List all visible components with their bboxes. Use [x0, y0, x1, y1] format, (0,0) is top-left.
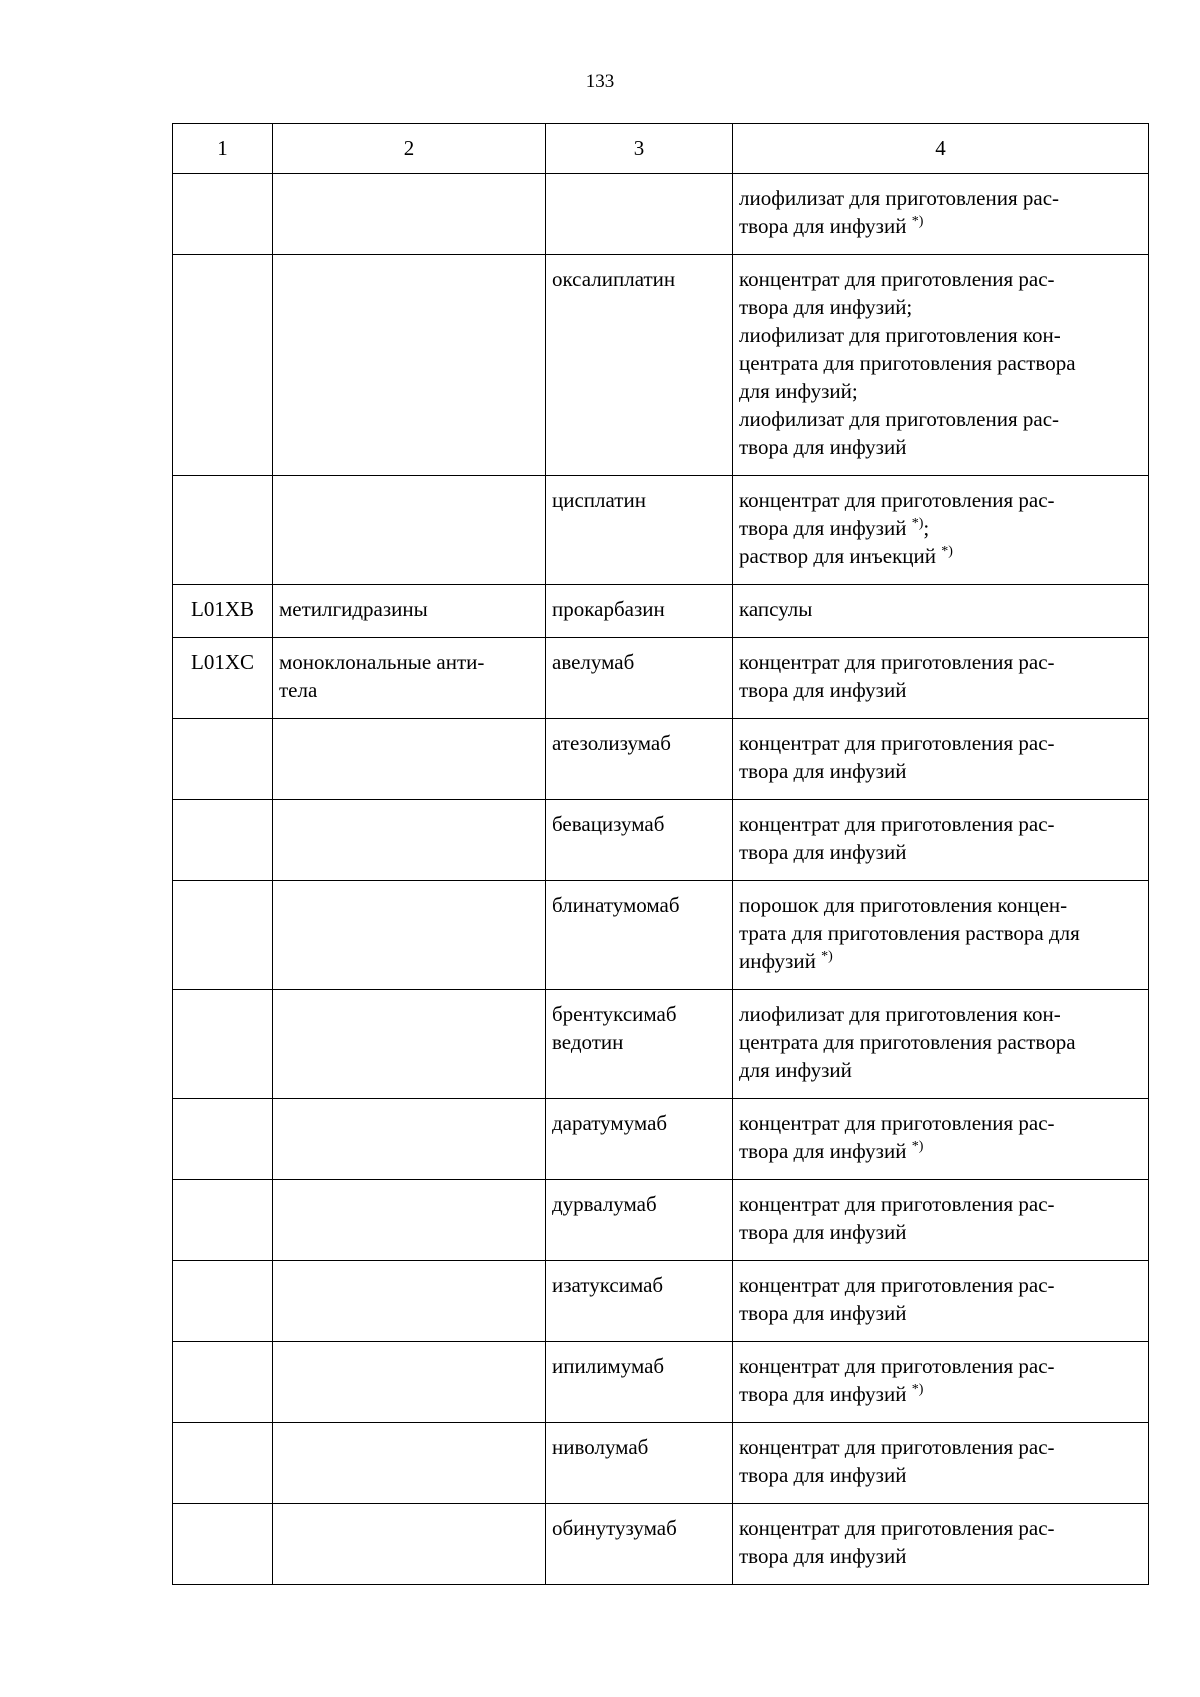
drug-name-cell	[546, 585, 733, 638]
dosage-form-line	[739, 676, 1142, 704]
dosage-form-line	[739, 1028, 1142, 1056]
dosage-form-text: центрата для приготовления раствора	[739, 1030, 1076, 1054]
table-row	[173, 1342, 1149, 1423]
dosage-forms-cell	[733, 638, 1149, 719]
page-number: 133	[585, 71, 615, 92]
table-row	[173, 1261, 1149, 1342]
dosage-form-text: лиофилизат для приготовления рас-	[739, 407, 1060, 431]
drug-name-cell	[546, 476, 733, 585]
dosage-form-text: для инфузий	[739, 1058, 852, 1082]
dosage-form-text: твора для инфузий	[739, 1301, 907, 1325]
drug-line: авелумаб	[552, 650, 635, 674]
dosage-form-text: твора для инфузий	[739, 1544, 907, 1568]
group-name-cell	[273, 719, 546, 800]
table-header	[173, 124, 1149, 174]
group-line: моноклональные анти-	[279, 650, 485, 674]
atc-code-cell	[173, 174, 273, 255]
atc-code-cell: L01XC	[173, 638, 273, 719]
atc-code-cell	[173, 1504, 273, 1585]
drug-table	[172, 123, 1149, 1585]
dosage-forms-cell	[733, 1423, 1149, 1504]
drug-name-cell	[546, 1180, 733, 1261]
dosage-form-text: концентрат для приготовления рас-	[739, 1192, 1055, 1216]
group-name-cell	[273, 638, 546, 719]
dosage-form-text: концентрат для приготовления рас-	[739, 267, 1055, 291]
dosage-form-text: твора для инфузий	[739, 840, 907, 864]
group-name-cell	[273, 800, 546, 881]
drug-line: прокарбазин	[552, 597, 665, 621]
dosage-form-line	[739, 1190, 1142, 1218]
dosage-form-line	[739, 1271, 1142, 1299]
atc-code-cell	[173, 1261, 273, 1342]
dosage-form-line	[739, 405, 1142, 433]
dosage-forms-cell	[733, 476, 1149, 585]
group-line: метилгидразины	[279, 597, 428, 621]
dosage-forms-cell	[733, 881, 1149, 990]
dosage-form-line	[739, 1137, 1142, 1165]
group-line: тела	[279, 678, 318, 702]
dosage-form-text: раствор для инъекций	[739, 544, 942, 568]
footnote-mark: *)	[911, 214, 924, 229]
drug-name-cell	[546, 174, 733, 255]
dosage-form-text: концентрат для приготовления рас-	[739, 650, 1055, 674]
group-name-cell	[273, 1180, 546, 1261]
dosage-form-line	[739, 648, 1142, 676]
atc-code-cell	[173, 800, 273, 881]
dosage-form-text: твора для инфузий	[739, 1382, 912, 1406]
dosage-form-line	[739, 1218, 1142, 1246]
dosage-form-line	[739, 1514, 1142, 1542]
drug-line: брентуксимаб	[552, 1002, 677, 1026]
atc-code-cell	[173, 1180, 273, 1261]
dosage-forms-cell	[733, 1180, 1149, 1261]
header-col-3: 3	[546, 124, 733, 174]
drug-line: блинатумомаб	[552, 893, 680, 917]
dosage-form-line	[739, 433, 1142, 461]
table-row	[173, 990, 1149, 1099]
header-col-4: 4	[733, 124, 1149, 174]
atc-code-cell	[173, 881, 273, 990]
drug-line: цисплатин	[552, 488, 646, 512]
dosage-form-line	[739, 838, 1142, 866]
dosage-form-line	[739, 293, 1142, 321]
drug-line: ведотин	[552, 1030, 624, 1054]
dosage-form-text: лиофилизат для приготовления кон-	[739, 323, 1061, 347]
dosage-form-text: капсулы	[739, 597, 813, 621]
dosage-form-line	[739, 729, 1142, 757]
dosage-forms-cell	[733, 174, 1149, 255]
drug-name-cell	[546, 800, 733, 881]
drug-line: оксалиплатин	[552, 267, 676, 291]
dosage-form-text: концентрат для приготовления рас-	[739, 731, 1055, 755]
drug-line: ипилимумаб	[552, 1354, 665, 1378]
dosage-form-text: инфузий	[739, 949, 822, 973]
dosage-form-text: концентрат для приготовления рас-	[739, 488, 1055, 512]
dosage-form-text: твора для инфузий	[739, 678, 907, 702]
dosage-form-text: для инфузий;	[739, 379, 858, 403]
group-name-cell	[273, 1423, 546, 1504]
group-name-cell	[273, 1342, 546, 1423]
dosage-form-line	[739, 1109, 1142, 1137]
header-row	[173, 124, 1149, 174]
dosage-form-line	[739, 947, 1142, 975]
dosage-forms-cell	[733, 800, 1149, 881]
atc-code-cell	[173, 719, 273, 800]
dosage-form-text: твора для инфузий	[739, 1139, 912, 1163]
dosage-form-text: твора для инфузий	[739, 214, 912, 238]
dosage-form-text: лиофилизат для приготовления рас-	[739, 186, 1060, 210]
dosage-form-line	[739, 1461, 1142, 1489]
dosage-form-text: твора для инфузий	[739, 1220, 907, 1244]
table-row	[173, 1504, 1149, 1585]
dosage-form-line	[739, 1433, 1142, 1461]
dosage-form-text: твора для инфузий	[739, 516, 912, 540]
dosage-forms-cell	[733, 585, 1149, 638]
table-row	[173, 800, 1149, 881]
atc-code-cell	[173, 1099, 273, 1180]
dosage-form-line	[739, 810, 1142, 838]
dosage-form-text: трата для приготовления раствора для	[739, 921, 1080, 945]
dosage-form-line	[739, 212, 1142, 240]
dosage-form-text: концентрат для приготовления рас-	[739, 1435, 1055, 1459]
dosage-forms-cell	[733, 1099, 1149, 1180]
dosage-form-line	[739, 1056, 1142, 1084]
group-name-cell	[273, 1099, 546, 1180]
dosage-forms-cell	[733, 990, 1149, 1099]
group-name-cell	[273, 174, 546, 255]
dosage-form-line	[739, 542, 1142, 570]
group-name-cell	[273, 255, 546, 476]
table-row	[173, 585, 1149, 638]
dosage-form-line	[739, 265, 1142, 293]
table-row	[173, 1423, 1149, 1504]
group-name-cell	[273, 881, 546, 990]
dosage-form-text: концентрат для приготовления рас-	[739, 1516, 1055, 1540]
dosage-form-text: твора для инфузий	[739, 759, 907, 783]
dosage-form-line	[739, 891, 1142, 919]
dosage-form-text: твора для инфузий	[739, 435, 907, 459]
dosage-form-line	[739, 321, 1142, 349]
footnote-mark: *)	[941, 544, 953, 559]
drug-name-cell	[546, 990, 733, 1099]
table-row	[173, 1099, 1149, 1180]
dosage-form-line	[739, 1000, 1142, 1028]
dosage-form-text: концентрат для приготовления рас-	[739, 1111, 1055, 1135]
drug-name-cell	[546, 881, 733, 990]
dosage-form-text: центрата для приготовления раствора	[739, 351, 1076, 375]
footnote-mark: *)	[911, 1382, 924, 1397]
footnote-mark: *)	[821, 949, 833, 964]
dosage-form-text: порошок для приготовления концен-	[739, 893, 1068, 917]
header-col-2: 2	[273, 124, 546, 174]
table-row	[173, 174, 1149, 255]
drug-line: ниволумаб	[552, 1435, 649, 1459]
table-row	[173, 476, 1149, 585]
dosage-form-punct: ;	[923, 516, 930, 540]
dosage-form-line	[739, 1380, 1142, 1408]
drug-name-cell	[546, 719, 733, 800]
drug-name-cell	[546, 1261, 733, 1342]
header-col-1: 1	[173, 124, 273, 174]
group-name-cell	[273, 476, 546, 585]
dosage-form-line	[739, 1352, 1142, 1380]
atc-code-cell	[173, 255, 273, 476]
group-name-cell	[273, 1504, 546, 1585]
footnote-mark: *)	[911, 1139, 924, 1154]
footnote-mark: *)	[911, 516, 924, 531]
dosage-forms-cell	[733, 719, 1149, 800]
drug-line: изатуксимаб	[552, 1273, 664, 1297]
table-row	[173, 1180, 1149, 1261]
drug-name-cell	[546, 1342, 733, 1423]
drug-name-cell	[546, 1504, 733, 1585]
table-row	[173, 638, 1149, 719]
dosage-forms-cell	[733, 1504, 1149, 1585]
dosage-forms-cell	[733, 255, 1149, 476]
drug-name-cell	[546, 1423, 733, 1504]
drug-name-cell	[546, 1099, 733, 1180]
dosage-forms-cell	[733, 1342, 1149, 1423]
dosage-form-text: твора для инфузий	[739, 1463, 907, 1487]
drug-line: дурвалумаб	[552, 1192, 657, 1216]
dosage-form-text: концентрат для приготовления рас-	[739, 1273, 1055, 1297]
table-body	[173, 174, 1149, 1585]
dosage-form-line	[739, 1299, 1142, 1327]
dosage-form-text: лиофилизат для приготовления кон-	[739, 1002, 1061, 1026]
drug-line: даратумумаб	[552, 1111, 668, 1135]
dosage-form-line	[739, 377, 1142, 405]
group-name-cell	[273, 585, 546, 638]
atc-code-cell	[173, 1342, 273, 1423]
dosage-form-line	[739, 757, 1142, 785]
dosage-form-line	[739, 595, 1142, 623]
atc-code-cell	[173, 476, 273, 585]
dosage-form-text: концентрат для приготовления рас-	[739, 812, 1055, 836]
drug-name-cell	[546, 638, 733, 719]
dosage-forms-cell	[733, 1261, 1149, 1342]
dosage-form-line	[739, 919, 1142, 947]
table-row	[173, 881, 1149, 990]
atc-code-cell	[173, 1423, 273, 1504]
drug-name-cell	[546, 255, 733, 476]
dosage-form-line	[739, 486, 1142, 514]
atc-code-cell	[173, 990, 273, 1099]
atc-code-cell: L01XB	[173, 585, 273, 638]
dosage-form-line	[739, 1542, 1142, 1570]
dosage-form-line	[739, 514, 1142, 542]
drug-line: обинутузумаб	[552, 1516, 677, 1540]
table-row	[173, 255, 1149, 476]
dosage-form-text: концентрат для приготовления рас-	[739, 1354, 1055, 1378]
drug-line: бевацизумаб	[552, 812, 665, 836]
dosage-form-line	[739, 184, 1142, 212]
group-name-cell	[273, 990, 546, 1099]
table-row	[173, 719, 1149, 800]
dosage-form-line	[739, 349, 1142, 377]
group-name-cell	[273, 1261, 546, 1342]
dosage-form-text: твора для инфузий;	[739, 295, 913, 319]
drug-line: атезолизумаб	[552, 731, 671, 755]
